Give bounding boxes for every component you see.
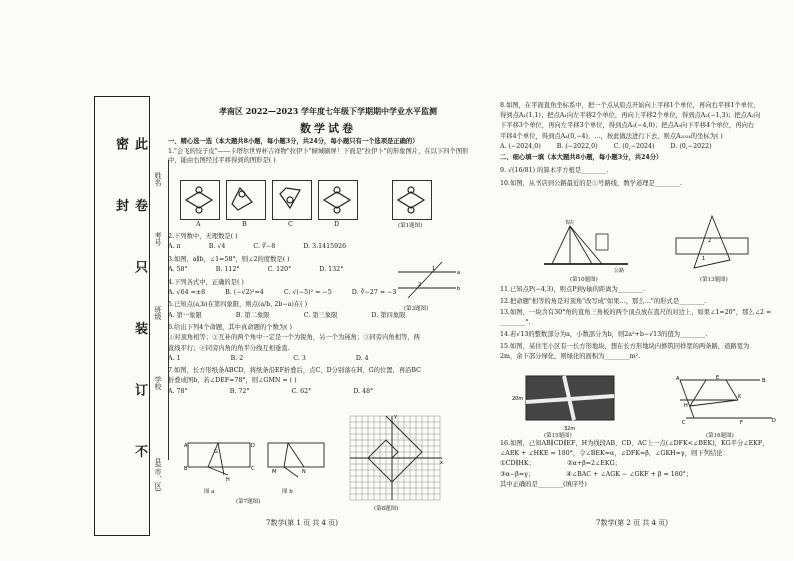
q13-line-2: ________°.: [500, 319, 531, 327]
q16-line-3: ①CD∥HK； ②α+β=2∠EKG；: [500, 460, 621, 468]
svg-text:B: B: [184, 466, 188, 472]
q2-options: [168, 243, 488, 252]
q9-text: 9. √(16/81) 的算术平方根是________.: [500, 166, 609, 174]
field-county: 县(市、区): [154, 458, 162, 492]
svg-text:a: a: [457, 270, 461, 276]
q3-opt-d: D. 132°: [319, 265, 344, 273]
shop-label: 书店: [564, 220, 575, 226]
q15-line-1: 15.如图，某住宅小区有一长方形地块，想在长方形地块内修筑同样宽的两条路，道路宽为: [500, 342, 750, 350]
svg-text:F: F: [740, 420, 743, 426]
right-questions: [500, 102, 784, 190]
q6-opt-b: B. 2: [230, 354, 244, 362]
section-2-heading: 二、细心填一填（本大题共8小题，每小题3分，共24分）: [500, 154, 663, 162]
q5-text: 5.已知点(a,b)在第四象限，则点(a/b, 2b−a)在( ): [168, 301, 308, 309]
q2-opt-a: A. π: [168, 243, 181, 251]
q1-opt-d: D: [334, 221, 340, 228]
q6-opt-d: D. 4: [355, 354, 369, 362]
q8-line-1: 8.如图，在平面直角坐标系中，把一个点从原点开始向上平移1个单位，再向右平移1个单位，: [500, 102, 760, 109]
q14-text: 14.若√13的整数部分为a，小数部分为b，则2a²+b−√13的值为________.: [500, 330, 708, 338]
q4-text: 4.下列各式中，正确的是( ): [168, 278, 244, 286]
svg-text:C: C: [251, 466, 255, 472]
svg-text:A: A: [676, 376, 680, 382]
q5-opt-a: A. 第一象限: [168, 311, 202, 319]
q15-line-2: 2m，余下部分绿化，则绿化的面积为________m².: [500, 352, 641, 360]
q8-line-4: 平移4个单位，得到点A₄(0,−4)，…，按此做法进行下去，则点A₂₀₂₄的坐标为( ): [500, 132, 723, 140]
road-label: 公路: [614, 268, 625, 274]
svg-text:D: D: [251, 443, 255, 449]
left-questions: [168, 138, 488, 167]
q16-parallel-lines-figure: [676, 374, 776, 430]
q7-fig-b-caption: 图 b: [282, 489, 293, 495]
q3-text: 3.如图，a∥b，∠1=58°，则∠2的度数是( ): [168, 255, 290, 263]
q16-line-4: ③α−β=γ； ④∠BAC + ∠AGK − ∠GKF + β = 180°；: [500, 470, 693, 478]
q6-text: 6.给出下列4个命题，其中真命题的个数为( ): [168, 324, 292, 332]
svg-text:A: A: [184, 443, 188, 449]
q1-opt-b: B: [242, 221, 247, 228]
q6-line-2: 直线平行；④同旁内角的角平分线互相垂直.: [168, 344, 290, 352]
field-class: 班级: [154, 306, 162, 320]
field-exam-no: 考号: [154, 232, 162, 246]
q7-line-1: 7.如图，长方形纸条ABCD，将纸条沿EF折叠后，点C、D分别落在H、G的位置，再沿BC: [168, 367, 421, 375]
svg-text:y: y: [394, 414, 397, 420]
q16-caption: (第16题图): [706, 433, 734, 439]
q16-line-1: 16.如图，已知AB∥CD∥EF，H为线段AB、CD、AC上一点(∠DFK<∠BEK)，KG平分∠EKF，: [500, 440, 769, 447]
q10-caption: (第10题图): [570, 277, 598, 283]
svg-text:2: 2: [418, 282, 422, 288]
q8-line-3: 下平移3个单位，再向左平移3个单位，得到点A₃(−4,0)；把点A₃向下平移4个单位，再向右: [500, 122, 755, 130]
q2-opt-d: D. 3.1415926: [303, 243, 347, 251]
q16-line-5: 其中正确的是________(填序号): [500, 480, 587, 488]
q8-opt-c: C. (0,−2024): [613, 142, 655, 150]
q7-line-2: 折叠成图b，若∠DEF=78°，则∠GMN = ( ): [168, 377, 297, 385]
mascot-icons: [180, 180, 440, 220]
field-name: 姓名: [154, 172, 162, 186]
svg-text:B: B: [762, 378, 766, 384]
q3-opt-a: A. 58°: [168, 265, 188, 273]
q4-opt-b: B. (−√2)²=4: [225, 288, 264, 296]
right-page-footer: 7数学(第 2 页 共 4 页): [596, 519, 668, 527]
q6-options: [168, 355, 488, 364]
q7-opt-b: B. 72°: [229, 387, 250, 395]
q5-opt-b: B. 第二象限: [235, 311, 270, 319]
q10-bookstore-figure: [540, 218, 630, 274]
svg-text:N: N: [302, 469, 306, 475]
q3-parallel-lines-figure: [398, 262, 461, 302]
q8-opt-a: A. (−2024,0): [500, 142, 541, 150]
q13-caption: (第13题图): [700, 277, 728, 283]
svg-text:x: x: [440, 460, 443, 466]
right-questions-2: [500, 286, 784, 363]
q6-line-1: ①对顶角相等；②互补的两个角中一定是一个为锐角，另一个为钝角；③同旁内角相等，两: [168, 334, 420, 342]
q7-opt-c: C. 62°: [291, 387, 312, 395]
left-page-footer: 7数学(第 1 页 共 4 页): [266, 519, 338, 527]
q8-caption: (第8题图): [374, 506, 399, 512]
q8-opt-d: D. (0,−2022): [670, 142, 712, 150]
q7-opt-d: D. 48°: [353, 387, 374, 395]
q8-coordinate-grid: [346, 412, 446, 504]
exam-subtitle: 数学试卷: [300, 122, 356, 135]
svg-text:C: C: [682, 420, 686, 426]
q6-opt-a: A. 1: [168, 354, 181, 362]
svg-text:G: G: [214, 449, 218, 455]
q8-opt-b: B. (−2022,0): [556, 142, 598, 150]
q5-opt-c: C. 第三象限: [303, 311, 338, 319]
q1-text: 1."会飞的饺子皮"——卡塔尔世界杯吉祥物"拉伊卜"倾城刷屏！下面是"拉伊卜"的形象图片，在以下四个图形中，能由右图经过平移得到的图形是( ): [168, 148, 469, 164]
svg-text:E: E: [716, 375, 720, 381]
q15-plot-figure: [512, 374, 622, 434]
svg-text:b: b: [457, 286, 461, 292]
q7-opt-a: A. 78°: [168, 387, 188, 395]
q4-opt-a: A. √64 =±8: [168, 288, 206, 296]
q5-options: [168, 312, 488, 321]
q4-opt-c: C. √(−5)² = −5: [283, 288, 332, 296]
q6-opt-c: C. 3: [293, 354, 306, 362]
q3-opt-b: B. 112°: [215, 265, 240, 273]
svg-text:H: H: [684, 403, 688, 409]
q3-caption: (第3题图): [404, 306, 429, 312]
q16-line-2: ∠AEK + ∠HKE = 180°，令∠BEK=α，∠DFK=β，∠GKH=γ，则下列结论：: [500, 450, 729, 458]
q7-options: [168, 388, 488, 397]
q11-text: 11.已知点P(−4,3)，则点P到y轴的距离为________.: [500, 286, 646, 293]
q8-line-2: 得到点A₁(1,1)；把点A₁向左平移2个单位，再向上平移2个单位，得到点A₂(−1,3)；把点A₂向: [500, 112, 761, 120]
q12-text: 12.把命题"相等的角是对顶角"改写成"如果…，那么…"的形式是________.: [500, 297, 707, 305]
q10-text: 10.如图，从书店到公路最近的是①号路线，数学道理是________.: [500, 179, 683, 187]
q2-opt-c: C. ∛−8: [253, 243, 276, 251]
right-questions-3: [500, 440, 784, 491]
q1-caption: (第1题图): [398, 223, 423, 229]
field-school: 学校: [154, 376, 162, 390]
q3-opt-c: C. 120°: [267, 265, 292, 273]
left-questions-2: [168, 233, 488, 398]
q5-opt-d: D. 第四象限: [371, 311, 406, 319]
svg-text:H: H: [226, 477, 230, 483]
q1-opt-a: A: [196, 221, 201, 228]
q15-caption: (第15题图): [544, 433, 572, 439]
svg-text:1: 1: [702, 256, 706, 262]
q7-caption: (第7题图): [236, 499, 261, 505]
section-1-heading: 一、精心选一选（本大题共8小题，每小题3分，共24分，每小题只有一个选项是正确的）: [168, 138, 419, 145]
svg-text:1: 1: [432, 266, 436, 272]
binding-notice: 此 卷 只 装 订 不 密 封: [113, 137, 147, 480]
svg-text:D: D: [772, 418, 776, 424]
q4-opt-d: D. ∛−27 = −3: [351, 288, 397, 296]
binding-strip: [94, 96, 150, 536]
svg-text:K: K: [738, 394, 742, 400]
q2-text: 2.下列数中，无理数是( ): [168, 233, 238, 240]
dim-width: 32m: [564, 426, 576, 432]
q8-options: [500, 143, 784, 152]
svg-text:M: M: [272, 469, 277, 475]
q13-line-1: 13.如图，一块含有30°角的直角三角板的两个顶点放在直尺的对边上，如果∠1=20°，那么∠2 =: [500, 309, 772, 317]
q2-opt-b: B. √4: [208, 243, 226, 251]
dim-height: 20m: [512, 396, 524, 402]
q13-triangle-ruler-figure: [672, 214, 752, 274]
q7-fig-a-caption: 图 a: [204, 489, 215, 495]
exam-title: 孝南区 2022—2023 学年度七年级下学期期中学业水平监测: [218, 106, 438, 116]
q1-opt-c: C: [288, 221, 293, 228]
svg-text:2: 2: [708, 238, 712, 244]
